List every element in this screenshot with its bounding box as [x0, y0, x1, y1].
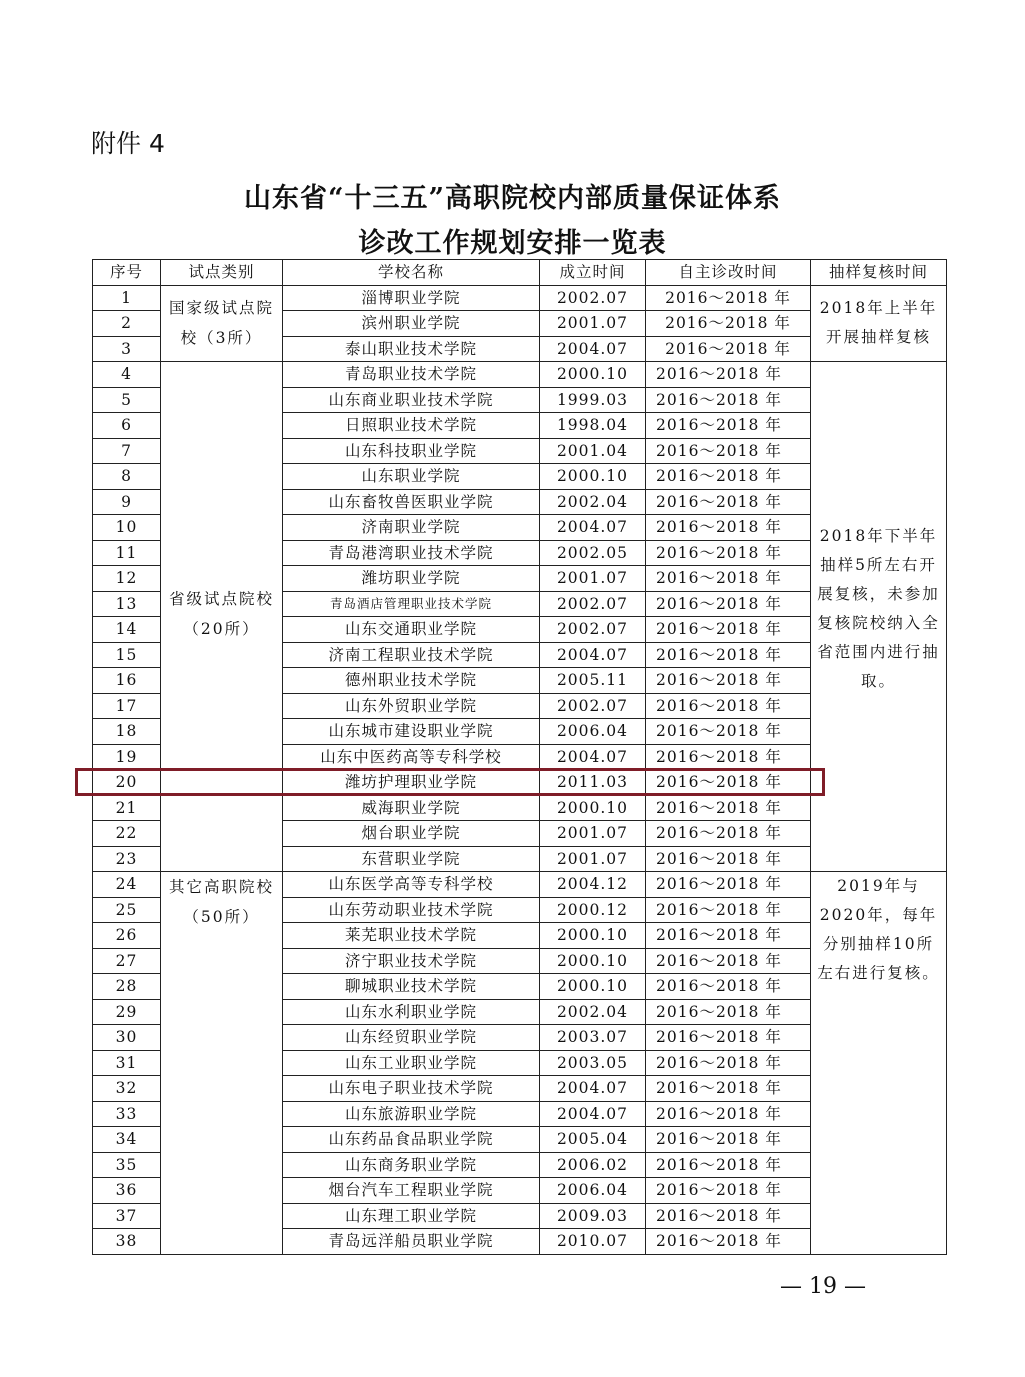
header-no: 序号: [93, 260, 161, 286]
school-name: 威海职业学院: [283, 795, 540, 821]
row-number: 17: [93, 693, 161, 719]
row-number: 22: [93, 821, 161, 847]
row-number: 5: [93, 387, 161, 413]
diagnosis-period: 2016～2018 年: [646, 540, 811, 566]
diagnosis-period: 2016～2018 年: [646, 744, 811, 770]
category-cell: 其它高职院校（50所）: [161, 872, 283, 1255]
header-self-diagnosis-period: 自主诊改时间: [646, 260, 811, 286]
page-number: — 19 —: [780, 1274, 866, 1299]
diagnosis-period: 2016～2018 年: [646, 1203, 811, 1229]
founded-date: 2001.07: [540, 566, 646, 592]
header-sampling-review: 抽样复核时间: [811, 260, 947, 286]
founded-date: 2005.11: [540, 668, 646, 694]
school-name: 山东畜牧兽医职业学院: [283, 489, 540, 515]
document-title-line2: 诊改工作规划安排一览表: [358, 228, 667, 259]
founded-date: 2000.10: [540, 948, 646, 974]
row-number: 11: [93, 540, 161, 566]
school-name: 泰山职业技术学院: [283, 336, 540, 362]
row-number: 37: [93, 1203, 161, 1229]
school-name: 山东职业学院: [283, 464, 540, 490]
table-row: [93, 362, 947, 388]
school-name: 山东水利职业学院: [283, 999, 540, 1025]
founded-date: 2009.03: [540, 1203, 646, 1229]
row-number: 10: [93, 515, 161, 541]
diagnosis-period: 2016～2018 年: [646, 770, 811, 796]
diagnosis-period: 2016～2018 年: [646, 897, 811, 923]
founded-date: 2000.12: [540, 897, 646, 923]
diagnosis-period: 2016～2018 年: [646, 1076, 811, 1102]
founded-date: 2001.07: [540, 821, 646, 847]
row-number: 38: [93, 1229, 161, 1255]
diagnosis-period: 2016～2018 年: [646, 1050, 811, 1076]
school-name: 山东理工职业学院: [283, 1203, 540, 1229]
school-name: 潍坊护理职业学院: [283, 770, 540, 796]
category-cell: 国家级试点院校（3所）: [161, 285, 283, 362]
row-number: 14: [93, 617, 161, 643]
school-name: 山东交通职业学院: [283, 617, 540, 643]
school-name: 山东科技职业学院: [283, 438, 540, 464]
school-name: 潍坊职业学院: [283, 566, 540, 592]
founded-date: 2000.10: [540, 923, 646, 949]
school-name: 莱芜职业技术学院: [283, 923, 540, 949]
founded-date: 2001.04: [540, 438, 646, 464]
founded-date: 1998.04: [540, 413, 646, 439]
diagnosis-period: 2016～2018 年: [646, 1152, 811, 1178]
diagnosis-period: 2016～2018 年: [646, 489, 811, 515]
school-name: 山东外贸职业学院: [283, 693, 540, 719]
school-name: 烟台职业学院: [283, 821, 540, 847]
diagnosis-period: 2016～2018 年: [646, 387, 811, 413]
school-name: 山东工业职业学院: [283, 1050, 540, 1076]
header-category: 试点类别: [161, 260, 283, 286]
diagnosis-period: 2016～2018 年: [646, 362, 811, 388]
diagnosis-period: 2016～2018 年: [646, 591, 811, 617]
founded-date: 2004.07: [540, 336, 646, 362]
diagnosis-period: 2016～2018 年: [646, 719, 811, 745]
diagnosis-period: 2016～2018 年: [646, 668, 811, 694]
founded-date: 2001.07: [540, 311, 646, 337]
school-name: 济南职业学院: [283, 515, 540, 541]
founded-date: 2004.12: [540, 872, 646, 898]
row-number: 20: [93, 770, 161, 796]
row-number: 16: [93, 668, 161, 694]
table-row: [93, 872, 947, 898]
school-name: 山东医学高等专科学校: [283, 872, 540, 898]
founded-date: 2004.07: [540, 515, 646, 541]
row-number: 7: [93, 438, 161, 464]
founded-date: 2001.07: [540, 846, 646, 872]
sampling-review-cell: 2019年与2020年，每年分别抽样10所左右进行复核。: [811, 872, 947, 1255]
row-number: 9: [93, 489, 161, 515]
school-name: 山东劳动职业技术学院: [283, 897, 540, 923]
diagnosis-period: 2016～2018 年: [646, 413, 811, 439]
founded-date: 2005.04: [540, 1127, 646, 1153]
header-founded: 成立时间: [540, 260, 646, 286]
school-name: 青岛港湾职业技术学院: [283, 540, 540, 566]
diagnosis-period: 2016～2018 年: [646, 1127, 811, 1153]
school-name: 山东药品食品职业学院: [283, 1127, 540, 1153]
schedule-table-body: [93, 260, 947, 1255]
diagnosis-period: 2016～2018 年: [646, 693, 811, 719]
school-name: 济南工程职业技术学院: [283, 642, 540, 668]
school-name: 日照职业技术学院: [283, 413, 540, 439]
diagnosis-period: 2016～2018 年: [646, 566, 811, 592]
row-number: 4: [93, 362, 161, 388]
founded-date: 2002.05: [540, 540, 646, 566]
diagnosis-period: 2016～2018 年: [646, 1101, 811, 1127]
diagnosis-period: 2016～2018 年: [646, 642, 811, 668]
table-header-row: [93, 260, 947, 286]
row-number: 27: [93, 948, 161, 974]
school-name: 山东中医药高等专科学校: [283, 744, 540, 770]
founded-date: 2004.07: [540, 744, 646, 770]
row-number: 28: [93, 974, 161, 1000]
school-name: 山东商业职业技术学院: [283, 387, 540, 413]
sampling-review-cell: 2018年上半年开展抽样复核: [811, 285, 947, 362]
diagnosis-period: 2016～2018 年: [646, 974, 811, 1000]
diagnosis-period: 2016～2018 年: [646, 1025, 811, 1051]
school-name: 山东经贸职业学院: [283, 1025, 540, 1051]
founded-date: 2000.10: [540, 974, 646, 1000]
school-name: 东营职业学院: [283, 846, 540, 872]
row-number: 2: [93, 311, 161, 337]
founded-date: 2000.10: [540, 464, 646, 490]
founded-date: 2000.10: [540, 362, 646, 388]
diagnosis-period: 2016～2018 年: [646, 846, 811, 872]
diagnosis-period: 2016～2018 年: [646, 948, 811, 974]
row-number: 13: [93, 591, 161, 617]
diagnosis-period: 2016～2018 年: [646, 923, 811, 949]
diagnosis-period: 2016～2018 年: [646, 438, 811, 464]
founded-date: 2002.04: [540, 489, 646, 515]
founded-date: 2004.07: [540, 642, 646, 668]
founded-date: 2004.07: [540, 1101, 646, 1127]
diagnosis-period: 2016～2018 年: [646, 1229, 811, 1255]
schedule-table: [92, 259, 947, 1255]
founded-date: 2002.07: [540, 617, 646, 643]
attachment-label: 附件 4: [91, 129, 165, 158]
school-name: 山东城市建设职业学院: [283, 719, 540, 745]
founded-date: 2003.05: [540, 1050, 646, 1076]
row-number: 19: [93, 744, 161, 770]
school-name: 烟台汽车工程职业学院: [283, 1178, 540, 1204]
row-number: 3: [93, 336, 161, 362]
founded-date: 2002.07: [540, 285, 646, 311]
founded-date: 1999.03: [540, 387, 646, 413]
row-number: 15: [93, 642, 161, 668]
document-title-line1: 山东省“十三五”高职院校内部质量保证体系: [243, 183, 782, 214]
row-number: 30: [93, 1025, 161, 1051]
row-number: 1: [93, 285, 161, 311]
diagnosis-period: 2016～2018 年: [646, 1178, 811, 1204]
row-number: 33: [93, 1101, 161, 1127]
highlight-box: [75, 768, 825, 796]
diagnosis-period: 2016～2018 年: [646, 285, 811, 311]
diagnosis-period: 2016～2018 年: [646, 999, 811, 1025]
row-number: 36: [93, 1178, 161, 1204]
founded-date: 2006.02: [540, 1152, 646, 1178]
row-number: 31: [93, 1050, 161, 1076]
school-name: 山东旅游职业学院: [283, 1101, 540, 1127]
row-number: 18: [93, 719, 161, 745]
founded-date: 2000.10: [540, 795, 646, 821]
school-name: 青岛职业技术学院: [283, 362, 540, 388]
header-school-name: 学校名称: [283, 260, 540, 286]
founded-date: 2011.03: [540, 770, 646, 796]
row-number: 26: [93, 923, 161, 949]
school-name: 青岛酒店管理职业技术学院: [283, 591, 540, 617]
diagnosis-period: 2016～2018 年: [646, 795, 811, 821]
diagnosis-period: 2016～2018 年: [646, 872, 811, 898]
school-name: 济宁职业技术学院: [283, 948, 540, 974]
sampling-review-cell: 2018年下半年抽样5所左右开展复核，未参加复核院校纳入全省范围内进行抽取。: [811, 362, 947, 872]
school-name: 青岛远洋船员职业学院: [283, 1229, 540, 1255]
founded-date: 2002.04: [540, 999, 646, 1025]
school-name: 淄博职业学院: [283, 285, 540, 311]
row-number: 32: [93, 1076, 161, 1102]
row-number: 6: [93, 413, 161, 439]
founded-date: 2003.07: [540, 1025, 646, 1051]
school-name: 滨州职业学院: [283, 311, 540, 337]
row-number: 21: [93, 795, 161, 821]
diagnosis-period: 2016～2018 年: [646, 515, 811, 541]
school-name: 山东电子职业技术学院: [283, 1076, 540, 1102]
founded-date: 2002.07: [540, 591, 646, 617]
founded-date: 2004.07: [540, 1076, 646, 1102]
founded-date: 2006.04: [540, 1178, 646, 1204]
diagnosis-period: 2016～2018 年: [646, 311, 811, 337]
diagnosis-period: 2016～2018 年: [646, 336, 811, 362]
category-cell: 省级试点院校（20所）: [161, 362, 283, 872]
founded-date: 2006.04: [540, 719, 646, 745]
row-number: 25: [93, 897, 161, 923]
diagnosis-period: 2016～2018 年: [646, 464, 811, 490]
diagnosis-period: 2016～2018 年: [646, 617, 811, 643]
row-number: 34: [93, 1127, 161, 1153]
diagnosis-period: 2016～2018 年: [646, 821, 811, 847]
row-number: 8: [93, 464, 161, 490]
table-row: [93, 285, 947, 311]
founded-date: 2002.07: [540, 693, 646, 719]
row-number: 35: [93, 1152, 161, 1178]
school-name: 聊城职业技术学院: [283, 974, 540, 1000]
row-number: 29: [93, 999, 161, 1025]
school-name: 山东商务职业学院: [283, 1152, 540, 1178]
row-number: 23: [93, 846, 161, 872]
school-name: 德州职业技术学院: [283, 668, 540, 694]
row-number: 24: [93, 872, 161, 898]
founded-date: 2010.07: [540, 1229, 646, 1255]
row-number: 12: [93, 566, 161, 592]
